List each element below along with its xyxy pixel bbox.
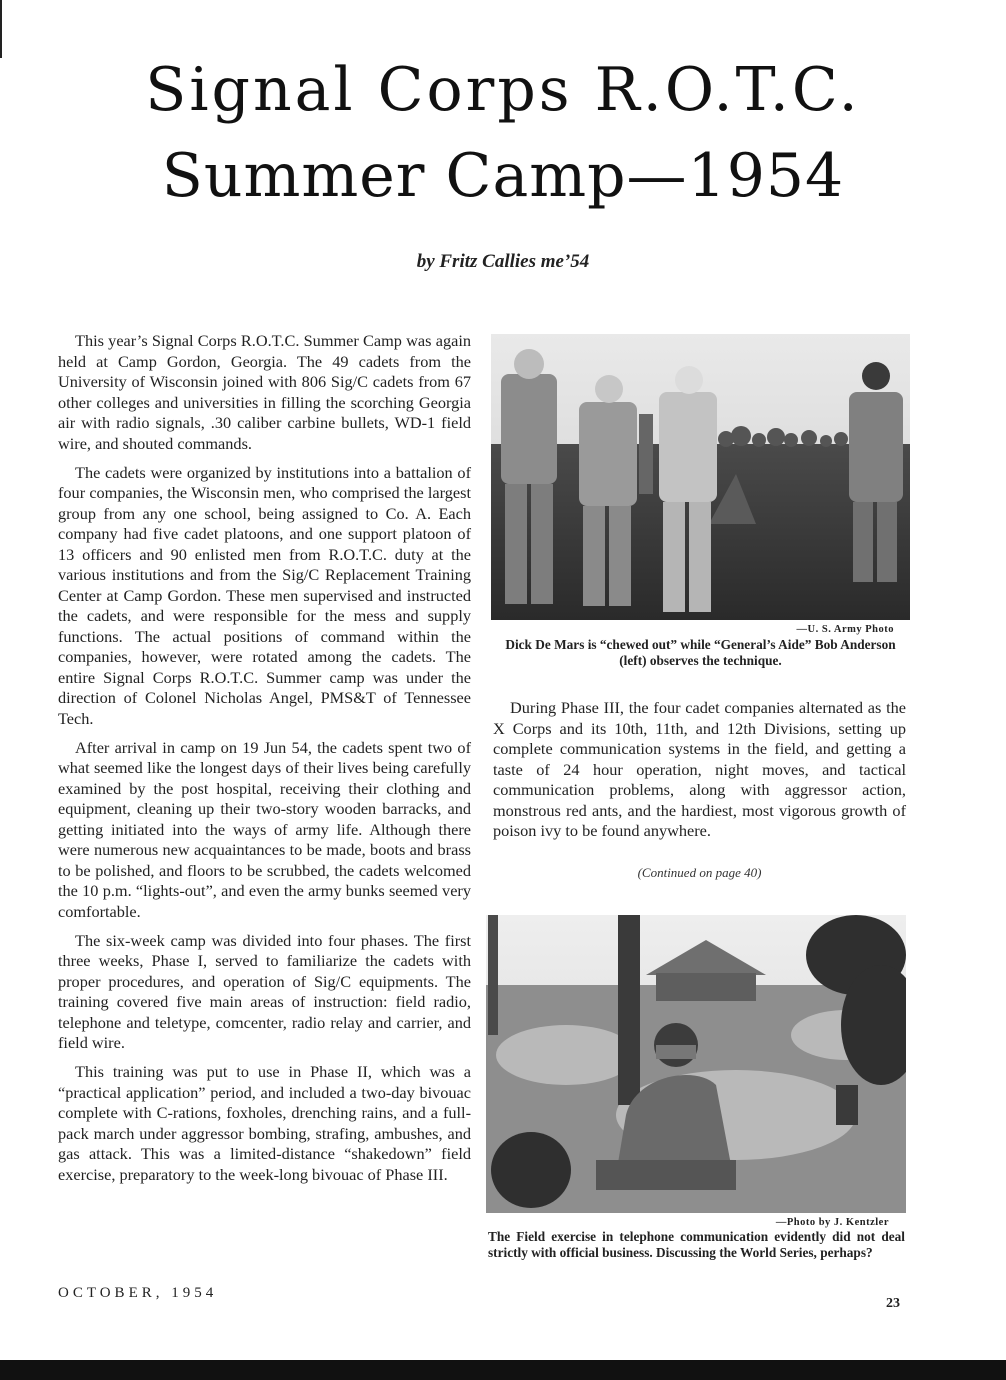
photo1-credit: —U. S. Army Photo [796, 624, 894, 635]
scan-bottom-border [0, 1360, 1006, 1380]
paragraph-2: The cadets were organized by institutions into a battalion of four companies, the Wisconsin men, who comprised the largest group from any one school, being assigned to Co. A. Each company had five cadet platoons, and one support platoon of 13 officers and 90 enlisted men from R.O.T.C. duty at the various institutions and from the Sig/C Replacement Training Center at Camp Gordon. These men supervised and instructed the cadets, and were responsible for the mess and supply functions. The actual positions of command within the companies, however, were rotated among the cadets. The entire Signal Corps R.O.T.C. Summer camp was under the direction of Colonel Nicholas Angel, PMS&T of Tennessee Tech. [58, 462, 471, 728]
paragraph-5: This training was put to use in Phase II, which was a “practical application” period, and included a two-day bivouac complete with C-rations, foxholes, drenching rains, and a full-pack march under aggressor bombing, strafing, ambushes, and gas attack. This was a limited-distance “shakedown” field exercise, preparatory to the week-long bivouac of Phase III. [58, 1062, 471, 1184]
title-line-1: Signal Corps R.O.T.C. [145, 55, 861, 125]
page-number: 23 [886, 1296, 900, 1311]
paragraph-3: After arrival in camp on 19 Jun 54, the cadets spent two of what seemed like the longest days of their lives being carefully examined by the post hospital, receiving their clothing and equipment, cleaning up their two-story wooden barracks, and getting initiated into the ways of army life. Although there were numerous new acquaintances to be made, boots and brass to be polished, and floors to be scrubbed, the cadets welcomed the 10 p.m. “lights-out”, and even the army bunks seemed very comfortable. [58, 737, 471, 921]
paragraph-1: This year’s Signal Corps R.O.T.C. Summer Camp was again held at Camp Gordon, Georgia. The 49 cadets from the University of Wisconsin joined with 806 Sig/C cadets from 67 other colleges and universities in filling the scorching Georgia air with radio signals, .30 caliber carbine bullets, WD-1 field wire, and shouted commands. [58, 331, 471, 453]
continued-note: (Continued on page 40) [637, 865, 762, 880]
photo-field-telephone [486, 915, 906, 1213]
photo2-caption: The Field exercise in telephone communication evidently did not deal strictly with official business. Discussing the World Series, perhaps? [488, 1229, 905, 1260]
photo1-caption: Dick De Mars is “chewed out” while “General’s Aide” Bob Anderson (left) observes the technique. [505, 637, 896, 668]
photo2-credit: —Photo by J. Kentzler [775, 1217, 889, 1228]
page-edge [0, 0, 2, 58]
footer-date: OCTOBER, 1954 [58, 1285, 218, 1301]
title-line-2: Summer Camp—1954 [161, 141, 845, 211]
left-column [58, 331, 471, 1194]
paragraph-4: The six-week camp was divided into four phases. The first three weeks, Phase I, served to familiarize the cadets with proper procedures, and operation of Sig/C equipments. The training covered five main areas of instruction: field radio, telephone and teletype, comcenter, radio relay and carrier, and field wire. [58, 930, 471, 1052]
byline: by Fritz Callies me’54 [416, 251, 590, 272]
right-column [493, 698, 906, 842]
paragraph-phase-3: During Phase III, the four cadet companies alternated as the X Corps and its 10th, 11th, and 12th Divisions, setting up complete communication systems in the field, and getting a taste of 24 hour operation, night moves, and tactical communication problems, along with aggressor action, monstrous red ants, and the hardiest, most vigorous growth of poison ivy to be found anywhere. [493, 698, 906, 840]
photo-cadets-inspection [491, 334, 910, 620]
